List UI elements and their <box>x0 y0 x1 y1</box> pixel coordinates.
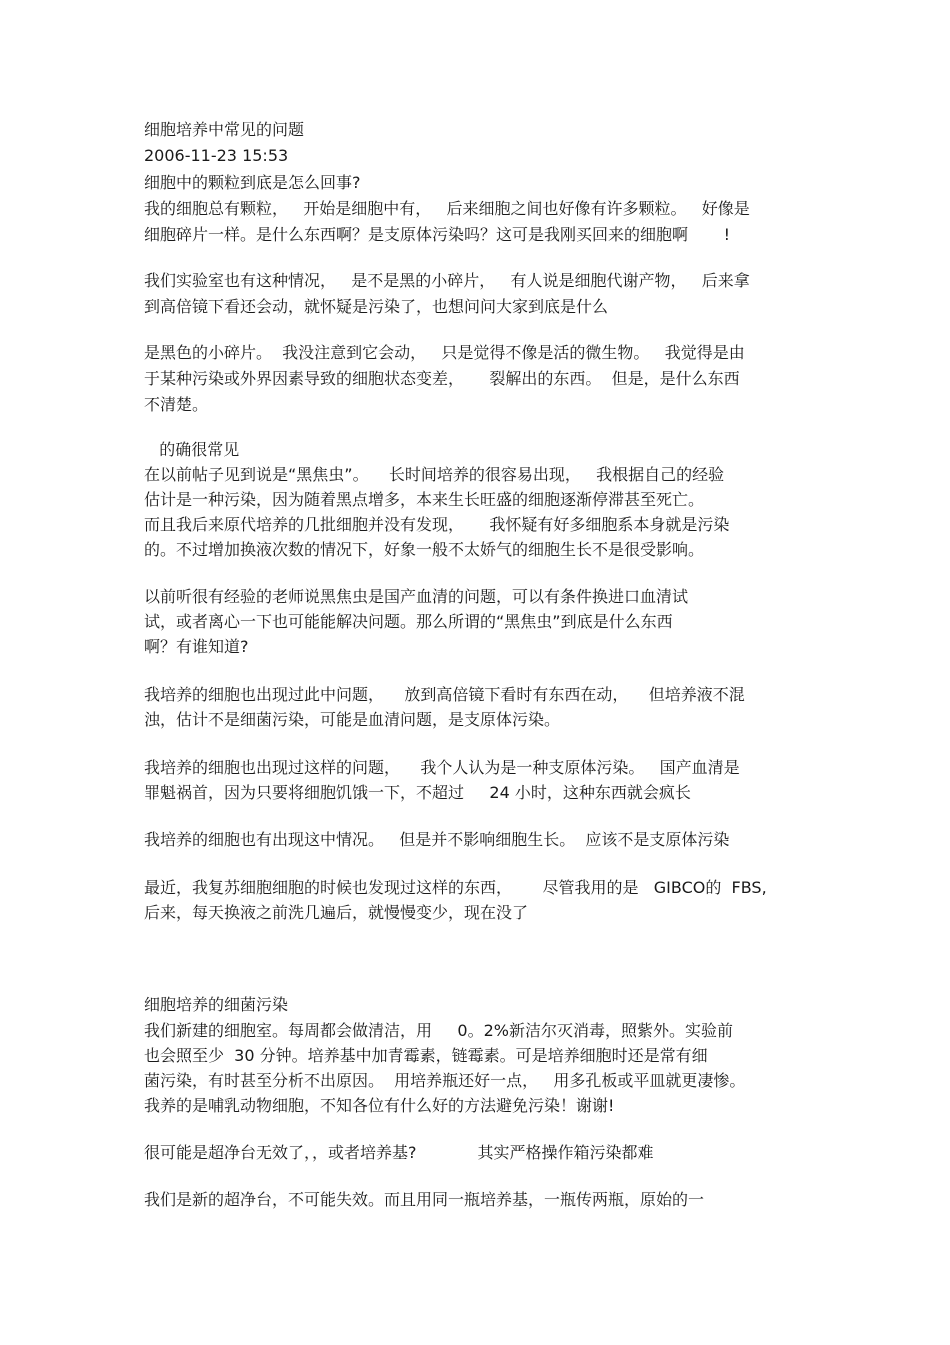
paragraph-line: 后来，每天换液之前洗几遍后，就慢慢变少，现在没了 <box>144 903 529 922</box>
paragraph-line: 的。不过增加换液次数的情况下，好象一般不太娇气的细胞生长不是很受影响。 <box>144 540 705 559</box>
paragraph-line: 我们实验室也有这种情况， 是不是黑的小碎片， 有人说是细胞代谢产物， 后来拿 <box>144 271 750 290</box>
paragraph-line: 我培养的细胞也有出现这中情况。 但是并不影响细胞生长。 应该不是支原体污染 <box>144 830 730 849</box>
document-title: 细胞培养中常见的问题 <box>144 120 305 139</box>
paragraph-line: 我们是新的超净台，不可能失效。而且用同一瓶培养基，一瓶传两瓶，原始的一 <box>144 1190 705 1209</box>
paragraph-line: 到高倍镜下看还会动，就怀疑是污染了，也想问问大家到底是什么 <box>144 297 609 316</box>
paragraph-line: 菌污染，有时甚至分析不出原因。 用培养瓶还好一点， 用多孔板或平皿就更凄惨。 <box>144 1071 746 1090</box>
paragraph-line: 罪魁祸首，因为只要将细胞饥饿一下，不超过 24 小时，这种东西就会疯长 <box>144 783 691 802</box>
paragraph-line: 很可能是超净台无效了，，或者培养基? 其实严格操作箱污染都难 <box>144 1143 654 1162</box>
paragraph-line: 也会照至少 30 分钟。培养基中加青霉素，链霉素。可是培养细胞时还是常有细 <box>144 1046 708 1065</box>
paragraph-line: 在以前帖子见到说是“黑焦虫”。 长时间培养的很容易出现， 我根据自己的经验 <box>144 465 725 484</box>
paragraph-line: 浊，估计不是细菌污染，可能是血清问题，是支原体污染。 <box>144 710 561 729</box>
post-timestamp: 2006-11-23 15:53 <box>144 146 289 165</box>
paragraph-line: 于某种污染或外界因素导致的细胞状态变差， 裂解出的东西。 但是，是什么东西 <box>144 369 740 388</box>
paragraph-line: 以前听很有经验的老师说黑焦虫是国产血清的问题，可以有条件换进口血清试 <box>144 587 689 606</box>
paragraph-line: 是黑色的小碎片。 我没注意到它会动， 只是觉得不像是活的微生物。 我觉得是由 <box>144 343 745 362</box>
paragraph-line: 试，或者离心一下也可能能解决问题。那么所谓的“黑焦虫”到底是什么东西 <box>144 612 673 631</box>
paragraph-line: 而且我后来原代培养的几批细胞并没有发现， 我怀疑有好多细胞系本身就是污染 <box>144 515 730 534</box>
paragraph-line: 我培养的细胞也出现过这样的问题， 我个人认为是一种支原体污染。 国产血清是 <box>144 758 740 777</box>
paragraph-line: 估计是一种污染，因为随着黑点增多，本来生长旺盛的细胞逐渐停滞甚至死亡。 <box>144 490 705 509</box>
paragraph-line: 我们新建的细胞室。每周都会做清洁，用 0。2%新洁尔灭消毒，照紫外。实验前 <box>144 1021 733 1040</box>
paragraph-line: 我培养的细胞也出现过此中问题， 放到高倍镜下看时有东西在动， 但培养液不混 <box>144 685 745 704</box>
paragraph-line: 我的细胞总有颗粒， 开始是细胞中有， 后来细胞之间也好像有许多颗粒。 好像是 <box>144 199 750 218</box>
paragraph-line: 啊？有谁知道? <box>144 637 249 656</box>
section-heading: 细胞中的颗粒到底是怎么回事? <box>144 173 361 192</box>
paragraph-line: 细胞碎片一样。是什么东西啊？是支原体污染吗？这可是我刚买回来的细胞啊 ! <box>144 225 731 244</box>
section-heading: 细胞培养的细菌污染 <box>144 995 289 1014</box>
paragraph-line: 的确很常见 <box>144 440 240 459</box>
paragraph-line: 最近，我复苏细胞细胞的时候也发现过这样的东西， 尽管我用的是 GIBCO的 FBS, <box>144 878 767 897</box>
paragraph-line: 不清楚。 <box>144 395 209 414</box>
paragraph-line: 我养的是哺乳动物细胞，不知各位有什么好的方法避免污染！谢谢! <box>144 1096 615 1115</box>
